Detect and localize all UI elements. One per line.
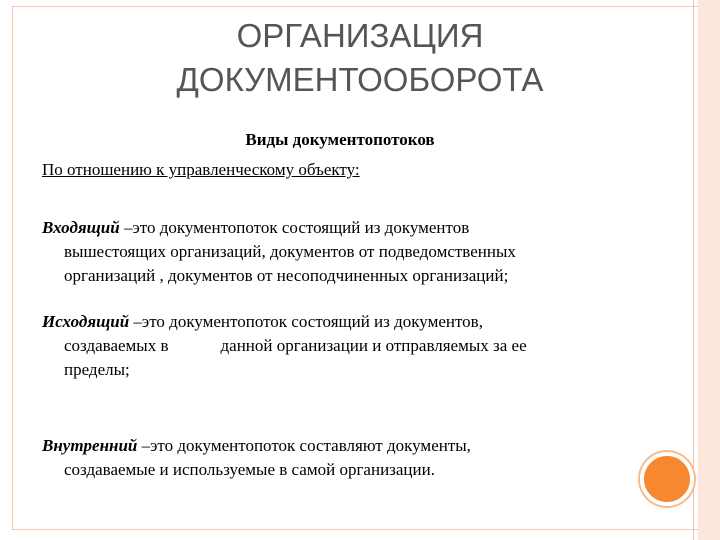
subtitle: Виды документопотоков: [245, 130, 435, 149]
paragraph-text: пределы;: [64, 360, 130, 379]
paragraph-outgoing: [42, 310, 622, 382]
paragraph-text: данной организации и отправляемых за ее: [220, 336, 527, 355]
paragraph-text: вышестоящих организаций, документов от подведомственных: [64, 242, 516, 261]
relation-label: По отношению к управленческому объекту:: [42, 160, 360, 179]
paragraph-incoming: [42, 216, 622, 288]
paragraph-text: создаваемые и используемые в самой организации.: [64, 460, 435, 479]
decorative-circle: [640, 452, 694, 506]
paragraph-text: –это документопоток состоящий из документов,: [129, 312, 483, 331]
term-outgoing: Исходящий: [42, 312, 130, 331]
title-line-2: ДОКУМЕНТООБОРОТА: [176, 61, 544, 98]
paragraph-text: –это документопоток состоящий из документов: [119, 218, 470, 237]
paragraph-internal: [42, 434, 622, 482]
side-band: [698, 0, 720, 540]
paragraph-text: –это документопоток составляют документы,: [137, 436, 471, 455]
term-incoming: Входящий: [42, 218, 120, 237]
paragraph-text: создаваемых в: [64, 336, 169, 355]
side-divider: [693, 0, 694, 540]
term-internal: Внутренний: [42, 436, 138, 455]
slide-title: [120, 14, 600, 102]
paragraph-text: организаций , документов от несоподчиненных организаций;: [64, 266, 509, 285]
title-line-1: ОРГАНИЗАЦИЯ: [236, 17, 484, 54]
